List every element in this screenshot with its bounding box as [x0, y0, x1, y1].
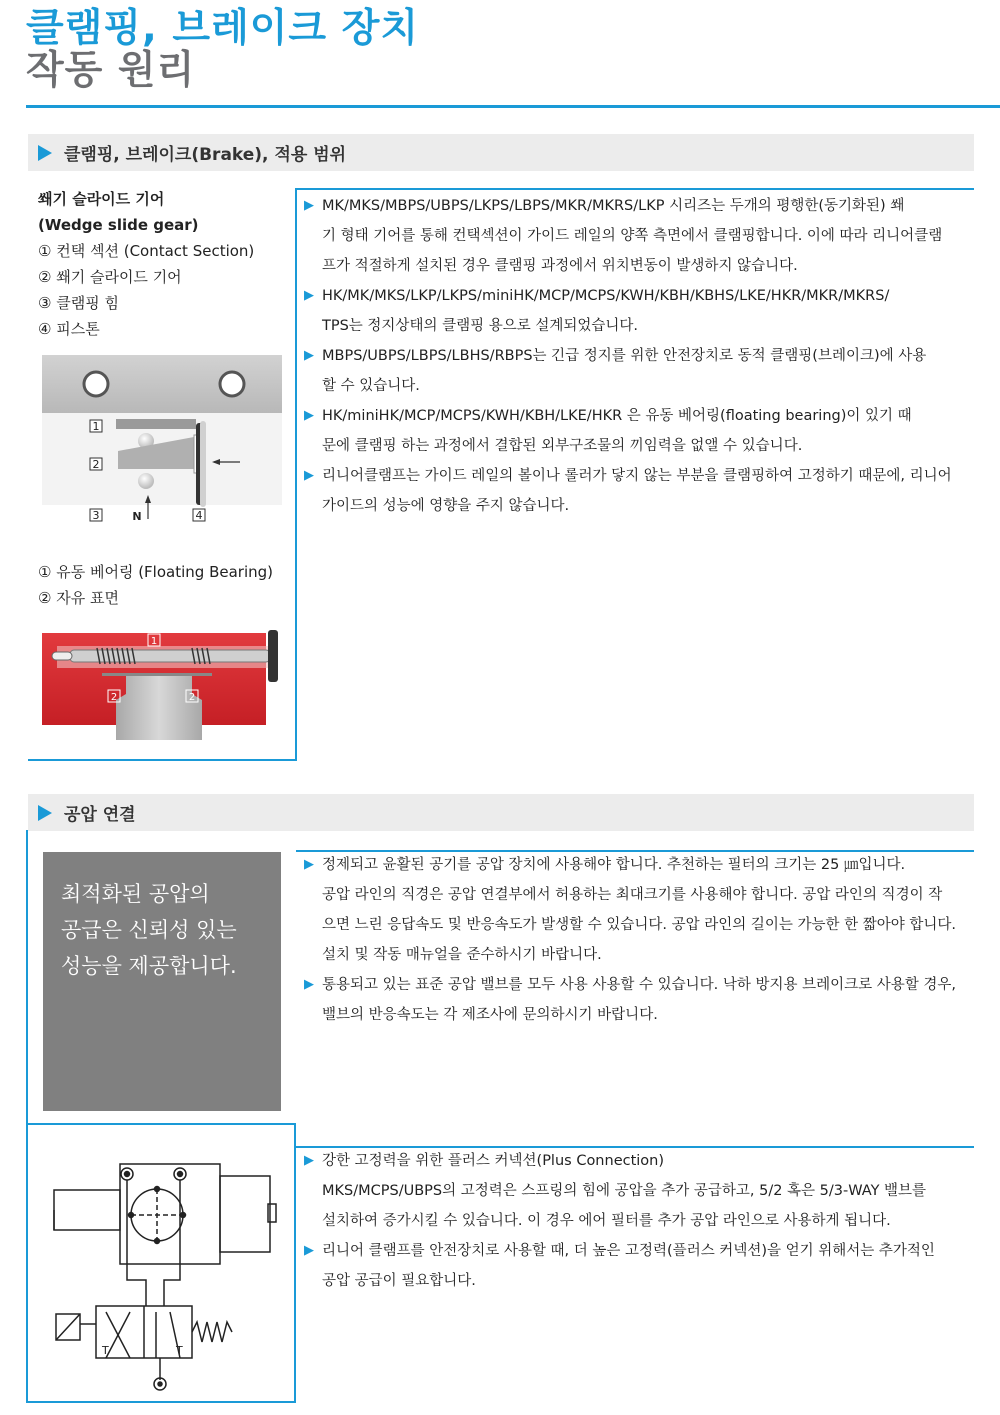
- left-frame-lower-left: [26, 1125, 28, 1403]
- plus-connection-bullets: [304, 1146, 976, 1296]
- section-header-clamping: [28, 134, 974, 171]
- promo-box: [43, 852, 281, 1111]
- end-knob: [268, 630, 278, 682]
- wedge-title-en: (Wedge slide gear): [38, 216, 199, 234]
- promo-line: 최적화된 공압의: [61, 882, 210, 906]
- page-title: 클램핑, 브레이크 장치: [26, 6, 420, 51]
- bullet-continuation: 밸브의 반응속도는 각 제조사에 문의하시기 바랍니다.: [322, 1007, 658, 1023]
- promo-line: 공급은 신뢰성 있는: [61, 918, 237, 942]
- bullet-continuation: MKS/MCPS/UBPS의 고정력은 스프링의 힘에 공압을 추가 공급하고, 5/2 혹은 5/3-WAY 밸브를: [322, 1183, 927, 1199]
- right-panel-top-border: [295, 188, 974, 190]
- left-frame-bottom: [26, 1401, 296, 1403]
- bearing-item: ② 자유 표면: [38, 589, 119, 607]
- label-2: 2: [92, 458, 100, 471]
- bullet-continuation: 공압 라인의 직경은 공압 연결부에서 허용하는 최대크기를 사용해야 합니다. 공압 라인의 직경이 작: [322, 887, 943, 903]
- bullet-continuation: 할 수 있습니다.: [322, 378, 420, 394]
- bearing-label-2a: 2: [110, 692, 118, 703]
- pneumatic-schematic: [40, 1150, 290, 1395]
- label-1: 1: [92, 420, 100, 433]
- wedge-item: ④ 피스톤: [38, 320, 100, 338]
- exhaust-label-1: T: [102, 1344, 109, 1357]
- contact-section: [116, 419, 196, 429]
- spring-icon: [192, 1322, 232, 1342]
- bullet-continuation: 기 형태 기어를 통해 컨택섹션이 가이드 레일의 양쪽 측면에서 클램핑합니다. 이에 따라 리니어클램: [322, 228, 943, 244]
- title-divider: [26, 105, 1000, 108]
- bearing-caption: [38, 559, 273, 611]
- bullet-continuation: 설치하여 증가시킬 수 있습니다. 이 경우 에어 필터를 추가 공압 라인으로 사용하게 됩니다.: [322, 1213, 891, 1229]
- promo-text: [61, 876, 237, 984]
- bullet-item: ▶ 정제되고 윤활된 공기를 공압 장치에 사용해야 합니다. 추천하는 필터의 크기는 25 ㎛입니다.: [304, 850, 976, 880]
- rail-top: [102, 673, 212, 676]
- wedge-item: ① 컨택 섹션 (Contact Section): [38, 242, 255, 260]
- bullet-continuation: 공압 공급이 필요합니다.: [322, 1273, 476, 1289]
- page-subtitle: 작동 원리: [26, 48, 196, 93]
- exhaust-label-2: T: [176, 1344, 183, 1357]
- hole-right: [220, 372, 244, 396]
- wedge-title-ko: 쐐기 슬라이드 기어: [38, 190, 165, 208]
- shaft-tip: [52, 652, 72, 660]
- left-panel-bottom-border: [28, 759, 297, 761]
- rail-profile: [116, 674, 202, 740]
- bullet-continuation: 문에 클램핑 하는 과정에서 결합된 외부구조물의 끼임력을 없앨 수 있습니다.: [322, 438, 803, 454]
- bullet-continuation: 으면 느린 응답속도 및 반응속도가 발생할 수 있습니다. 공압 라인의 길이는 가능한 한 짧아야 합니다.: [322, 917, 957, 933]
- bullet-item: ▶ MK/MKS/MBPS/UBPS/LKPS/LBPS/MKR/MKRS/LKP 시리즈는 두개의 평행한(동기화된) 쐐: [304, 191, 976, 221]
- bearing-label-2b: 2: [188, 692, 196, 703]
- rail-left: [54, 1190, 120, 1230]
- bullet-item: ▶ MBPS/UBPS/LBPS/LBHS/RBPS는 긴급 정지를 위한 안전장치로 동적 클램핑(브레이크)에 사용: [304, 341, 976, 371]
- bullet-continuation: 가이드의 성능에 영향을 주지 않습니다.: [322, 498, 570, 514]
- left-frame-lower-right: [294, 1125, 296, 1403]
- label-3: 3: [92, 509, 100, 522]
- hole-left: [84, 372, 108, 396]
- bullet-item: ▶ HK/miniHK/MCP/MCPS/KWH/KBH/LKE/HKR 은 유동 베어링(floating bearing)이 있기 때: [304, 401, 976, 431]
- bullet-item: ▶ 리니어클램프는 가이드 레일의 볼이나 롤러가 닿지 않는 부분을 클램핑하여 고정하기 때문에, 리니어: [304, 461, 976, 491]
- bearing-item: ① 유동 베어링 (Floating Bearing): [38, 563, 273, 581]
- floating-bearing-diagram: [42, 628, 282, 740]
- bullet-item: ▶ HK/MK/MKS/LKP/LKPS/miniHK/MCP/MCPS/KWH/KBH/KBHS/LKE/HKR/MKR/MKRS/: [304, 281, 976, 311]
- left-frame-upper: [26, 830, 28, 1125]
- label-force: N: [132, 510, 142, 523]
- clamping-bullets: [304, 191, 976, 521]
- bullet-item: ▶ 통용되고 있는 표준 공압 밸브를 모두 사용 사용할 수 있습니다. 낙하 방지용 브레이크로 사용할 경우,: [304, 970, 976, 1000]
- ball-lower: [138, 473, 154, 489]
- wedge-caption: [38, 186, 254, 342]
- piston-edge: [200, 421, 206, 507]
- bullet-item: ▶ 강한 고정력을 위한 플러스 커넥션(Plus Connection): [304, 1146, 976, 1176]
- pneumatic-bullets: [304, 850, 976, 1030]
- section-heading: 공압 연결: [64, 805, 136, 825]
- left-frame-divider: [26, 1123, 296, 1125]
- left-panel-border: [295, 188, 297, 760]
- label-4: 4: [195, 509, 203, 522]
- wedge-slide-gear-diagram: [42, 355, 282, 525]
- rail-body: [42, 355, 282, 413]
- bullet-continuation: TPS는 정지상태의 클램핑 용으로 설계되었습니다.: [322, 318, 638, 334]
- clamp-side: [220, 1176, 270, 1252]
- bearing-label-1: 1: [150, 636, 158, 647]
- bullet-continuation: 설치 및 작동 매뉴얼을 준수하시기 바랍니다.: [322, 947, 602, 963]
- clamp-body: [120, 1164, 220, 1264]
- bullet-item: ▶ 리니어 클램프를 안전장치로 사용할 때, 더 높은 고정력(플러스 커넥션)을 얻기 위해서는 추가적인: [304, 1236, 976, 1266]
- wedge-item: ③ 클램핑 힘: [38, 294, 119, 312]
- promo-line: 성능을 제공합니다.: [61, 954, 237, 978]
- section-header-pneumatic: [28, 794, 974, 831]
- triangle-icon: [38, 805, 52, 821]
- triangle-icon: [38, 145, 52, 161]
- wedge-item: ② 쐐기 슬라이드 기어: [38, 268, 182, 286]
- bullet-continuation: 프가 적절하게 설치된 경우 클램핑 과정에서 위치변동이 발생하지 않습니다.: [322, 258, 798, 274]
- section-heading: 클램핑, 브레이크(Brake), 적용 범위: [64, 145, 347, 165]
